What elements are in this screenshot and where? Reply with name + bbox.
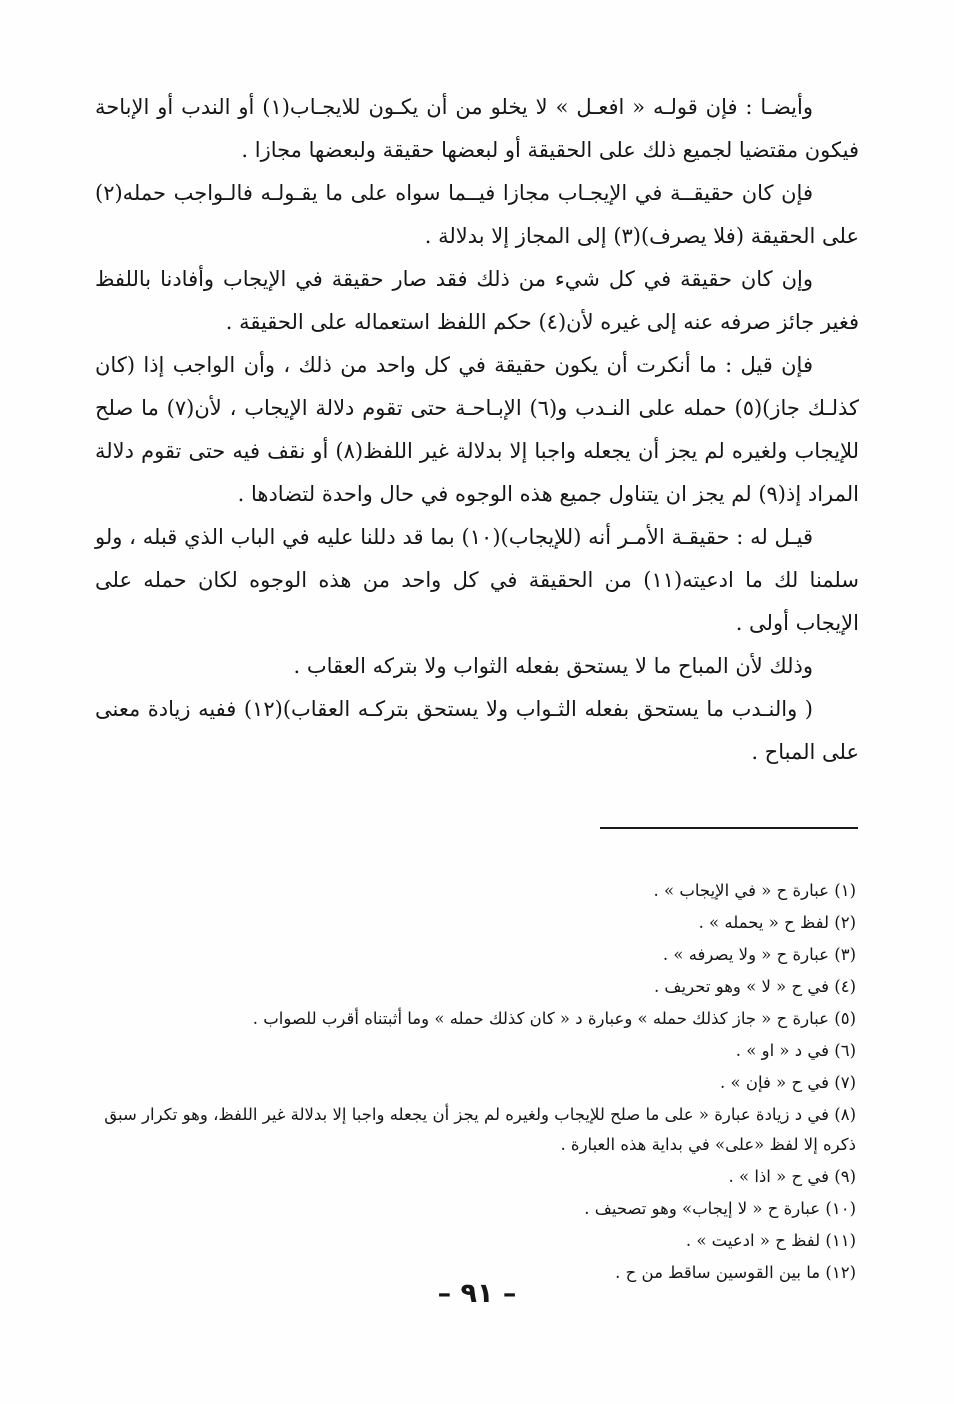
paragraph: وذلك لأن المباح ما لا يستحق بفعله الثواب ولا بتركه العقاب . [293, 654, 813, 678]
paragraph: فإن كان حقيقــة في الإيجـاب مجازا فيــما سواه على ما يقـولـه فالـواجب حمله(٢) على الحقيقة (فلا يصرف)(٣) إلى المجاز إلا بدلالة . [95, 181, 859, 248]
footnote: (٤) في ح « لا » وهو تحريف . [653, 977, 856, 996]
paragraph: ( والنـدب ما يستحق بفعله الثـواب ولا يستحق بتركـه العقاب)(١٢) ففيه زيادة معنى على المباح . [95, 697, 859, 764]
footnote: (٣) عبارة ح « ولا يصرفه » . [662, 945, 856, 964]
paragraph: وإن كان حقيقة في كل شيء من ذلك فقد صار حقيقة في الإيجاب وأفادنا باللفظ فغير جائز صرفه عنه إلى غيره لأن(٤) حكم اللفظ استعماله على الحقيقة . [95, 267, 859, 334]
paragraph: قيـل له : حقيقـة الأمـر أنه (للإيجاب)(١٠) بما قد دللنا عليه في الباب الذي قبله ، ولو سلمنا لك ما ادعيته(١١) من الحقيقة في كل واحد من هذه الوجوه لكان حمله على الإيجاب أولى . [95, 525, 859, 635]
footnote: (٥) عبارة ح « جاز كذلك حمله » وعبارة د « كان كذلك حمله » وما أثبتناه أقرب للصواب . [252, 1009, 856, 1028]
footnote: (١) عبارة ح « في الإيجاب » . [653, 881, 856, 900]
footnote: (١٢) ما بين القوسين ساقط من ح . [615, 1263, 856, 1282]
footnote: (١٠) عبارة ح « لا إيجاب» وهو تصحيف . [584, 1199, 856, 1218]
paragraph: وأيضـا : فإن قولـه « افعـل » لا يخلو من أن يكـون للايجـاب(١) أو الندب أو الإباحة فيكون مقتضيا لجميع ذلك على الحقيقة أو لبعضها حقيقة ولبعضها مجازا . [95, 95, 859, 162]
footnote: (٢) لفظ ح « يحمله » . [698, 913, 856, 932]
footnote: (٧) في ح « فإن » . [720, 1073, 856, 1092]
footnotes [95, 876, 856, 1290]
footnote: (٦) في د « او » . [735, 1041, 856, 1060]
footnote: (٨) في د زيادة عبارة « على ما صلح للإيجاب ولغيره لم يجز أن يجعله واجبا إلا بدلالة غير اللفظ، وهو تكرار سبق ذكره إلا لفظ «على» في بداية هذه العبارة . [104, 1105, 856, 1154]
footnote: (٩) في ح « اذا » . [728, 1167, 856, 1186]
page-number: – ٩١ – [437, 1278, 517, 1309]
footnote-separator [600, 827, 858, 829]
footnote: (١١) لفظ ح « ادعيت » . [685, 1231, 856, 1250]
body-text [95, 86, 859, 774]
paragraph: فإن قيل : ما أنكرت أن يكون حقيقة في كل واحد من ذلك ، وأن الواجب إذا (كان كذلـك جاز)(٥) حمله على النـدب و(٦) الإبـاحـة حتى تقوم دلالة الإيجاب ، لأن(٧) ما صلح للإيجاب ولغيره لم يجز أن يجعله واجبا إلا بدلالة غير اللفظ(٨) أو نقف فيه حتى تقوم دلالة المراد إذ(٩) لم يجز ان يتناول جميع هذه الوجوه في حال واحدة لتضادها . [95, 353, 860, 506]
